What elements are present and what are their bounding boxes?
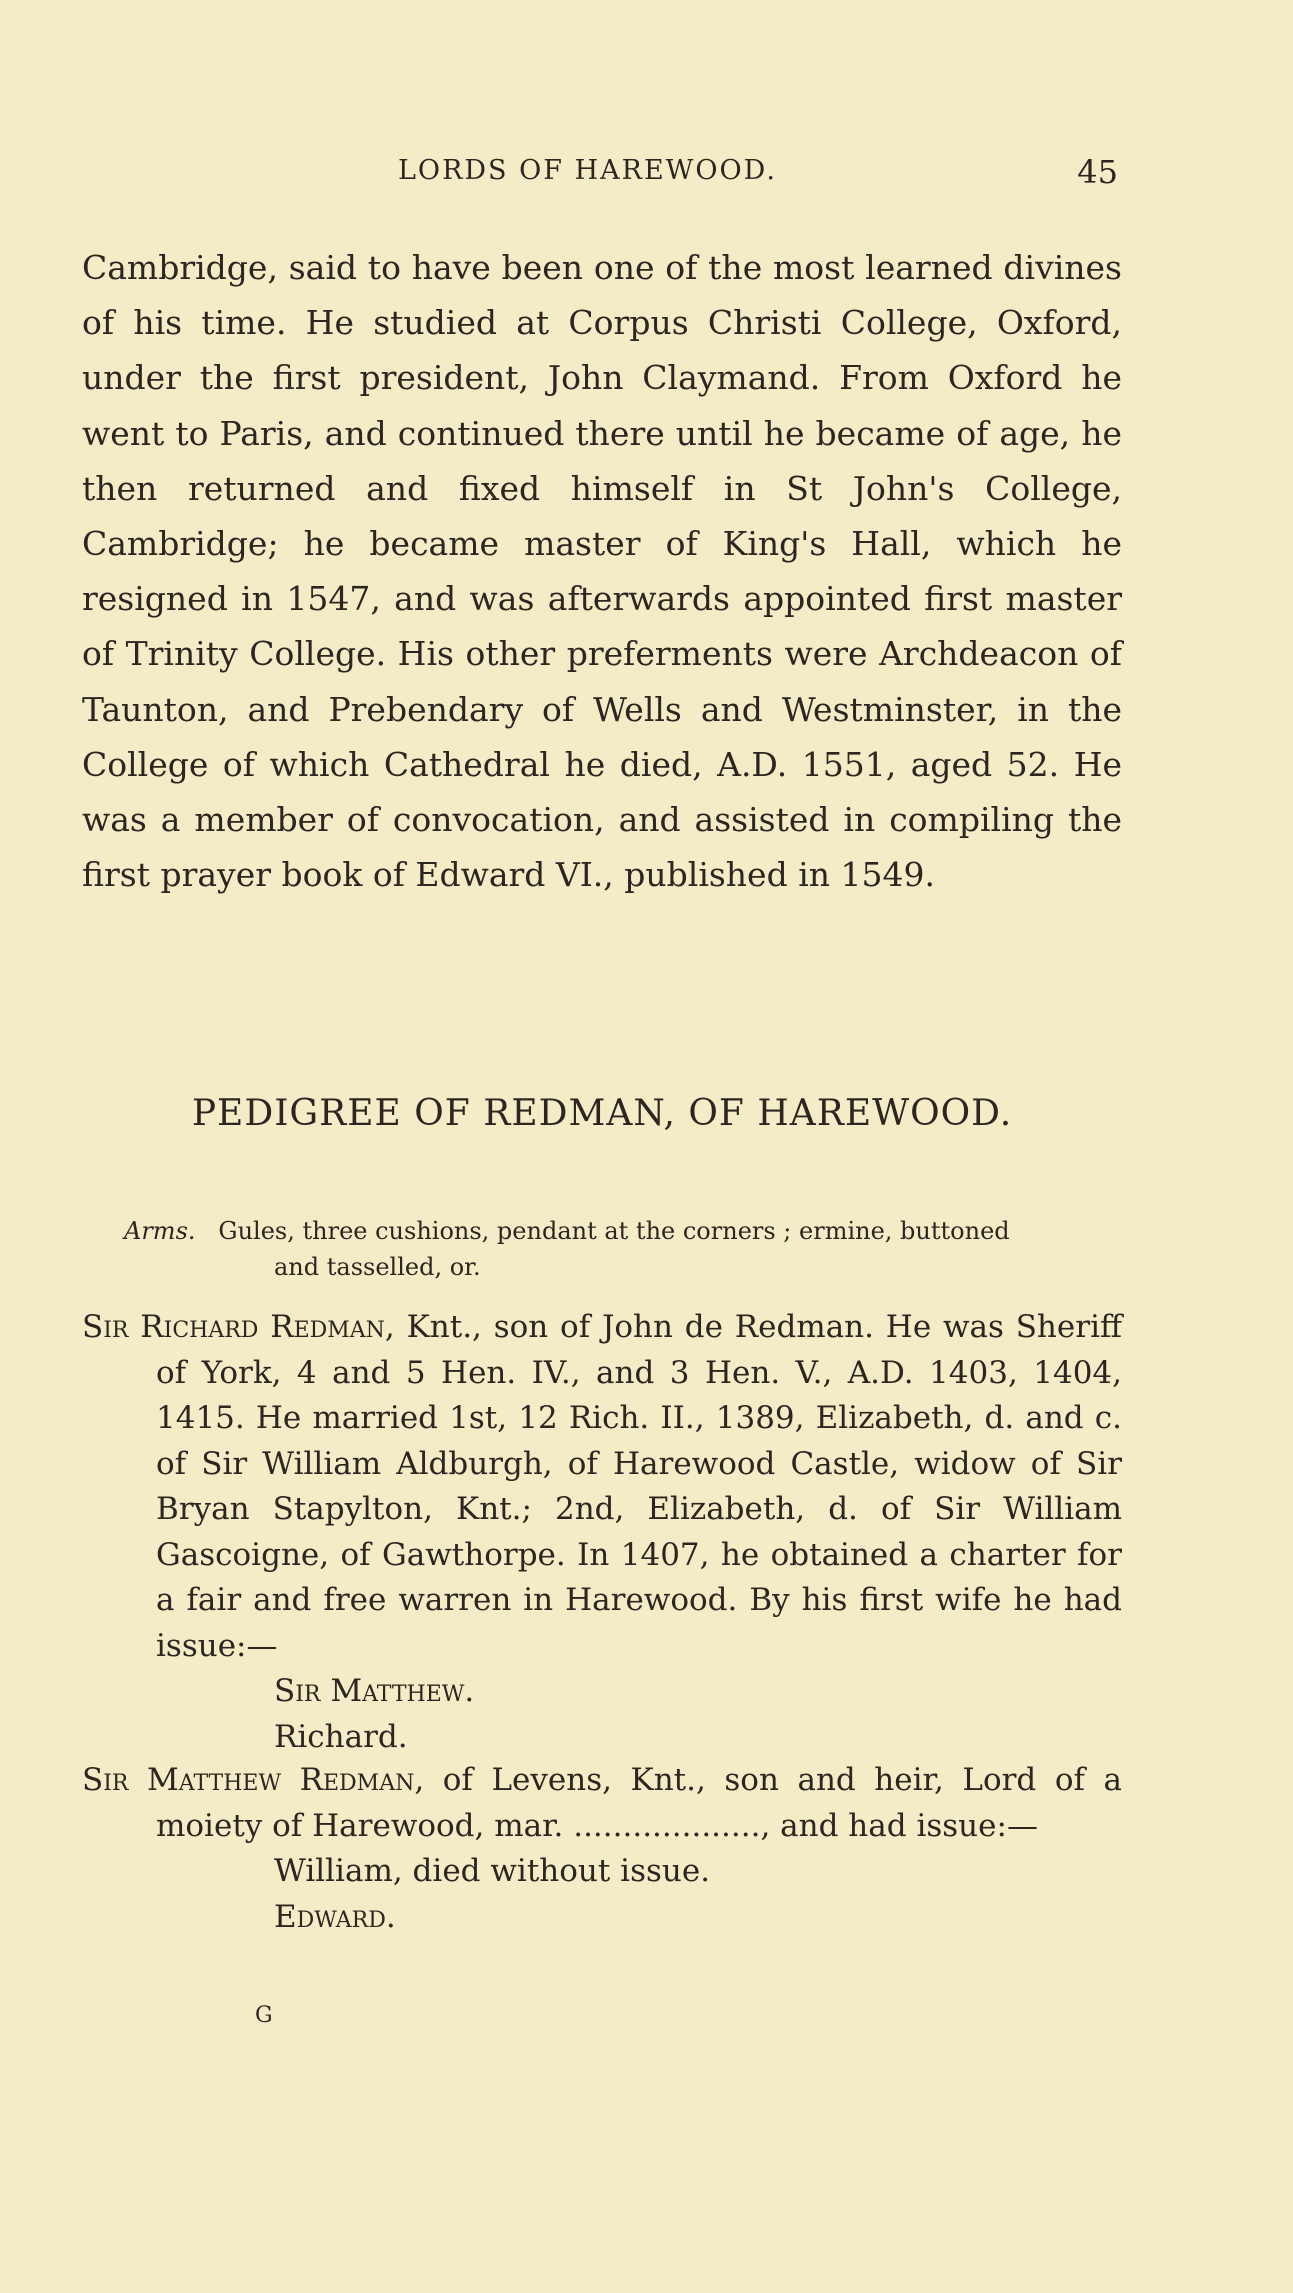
- pedigree-entry: [82, 1758, 1122, 1940]
- section-heading: PEDIGREE OF REDMAN, OF HAREWOOD.: [191, 1093, 1013, 1134]
- page-number: 45: [1077, 153, 1118, 191]
- child-item: Edward.: [274, 1898, 396, 1935]
- entry-text-block: [82, 1758, 1122, 1849]
- arms-description: [124, 1213, 1124, 1285]
- child-item: Richard.: [274, 1718, 408, 1755]
- arms-line-2: and tasselled, or.: [274, 1253, 481, 1281]
- running-title: LORDS OF HAREWOOD.: [398, 155, 777, 186]
- entry-text-block: [82, 1305, 1122, 1669]
- child-item: Sir Matthew.: [274, 1673, 475, 1709]
- child-item: William, died without issue.: [274, 1853, 711, 1889]
- entry-name: Sir Richard Redman,: [82, 1309, 395, 1345]
- pedigree-entry: [82, 1305, 1122, 1760]
- entry-text: of Levens, Knt., son and heir, Lord of a moiety of Harewood, mar. ..................., and had issue:—: [156, 1762, 1122, 1844]
- entry-text: Knt., son of John de Redman. He was Sheriff of York, 4 and 5 Hen. IV., and 3 Hen. V., A.D. 1403, 1404, 1415. He married 1st, 12 Rich. II., 1389, Elizabeth, d. and c. of Sir William Aldburgh, of Harewood Castle, widow of Sir Bryan Stapylton, Knt.; 2nd, Elizabeth, d. of Sir William Gascoigne, of Gawthorpe. In 1407, he obtained a charter for a fair and free warren in Harewood. By his first wife he had issue:—: [156, 1309, 1123, 1664]
- entry-name: Sir Matthew Redman,: [82, 1762, 425, 1798]
- running-head: [398, 155, 1118, 195]
- arms-line-1: Gules, three cushions, pendant at the corners ; ermine, buttoned: [218, 1217, 1010, 1245]
- printer-signature: G: [255, 2003, 273, 2028]
- intro-paragraph: Cambridge, said to have been one of the most learned divines of his time. He studied at Corpus Christi College, Oxford, under the first president, John Claymand. From Oxford he went to Paris, and continued there until he became of age, he then returned and fixed himself in St John's College, Cambridge; he became master of King's Hall, which he resigned in 1547, and was afterwards appointed first master of Trinity College. His other preferments were Archdeacon of Taunton, and Prebendary of Wells and Westminster, in the College of which Cathedral he died, A.D. 1551, aged 52. He was a member of convocation, and assisted in compiling the first prayer book of Edward VI., published in 1549.: [82, 248, 1122, 895]
- arms-label: Arms.: [124, 1217, 196, 1245]
